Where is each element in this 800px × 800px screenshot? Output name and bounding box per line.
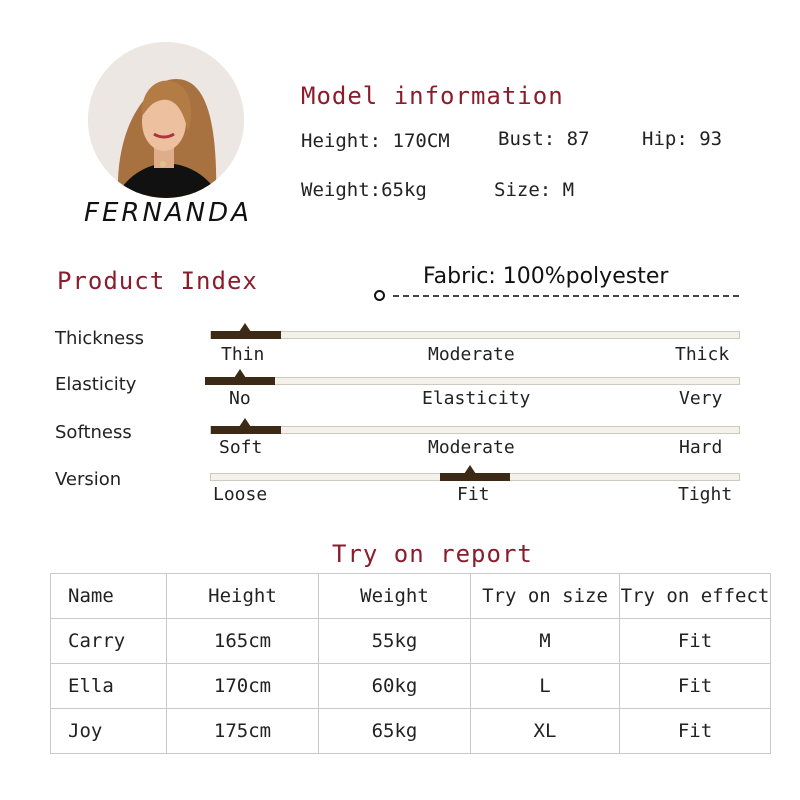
softness-fill [211,426,281,434]
cell-effect: Fit [620,709,771,754]
fabric-divider [393,295,739,297]
softness-middle: Moderate [428,437,515,458]
model-size: Size: M [494,179,575,201]
model-portrait-image [88,42,244,198]
cell-weight: 55kg [319,619,471,664]
version-fill [440,473,510,481]
thickness-left: Thin [221,344,265,365]
cell-size: M [471,619,620,664]
header-weight: Weight [319,574,471,619]
elasticity-fill [205,377,275,385]
cell-name: Carry [51,619,167,664]
cell-name: Ella [51,664,167,709]
product-index-title: Product Index [57,267,258,295]
header-effect: Try on effect [620,574,771,619]
elasticity-pointer-icon [234,369,246,378]
elasticity-right: Very [679,388,723,409]
elasticity-track [210,377,740,385]
model-hip: Hip: 93 [642,128,723,150]
cell-height: 175cm [167,709,319,754]
elasticity-left: No [229,388,251,409]
version-right: Tight [678,484,733,505]
header-height: Height [167,574,319,619]
thickness-fill [211,331,281,339]
cell-effect: Fit [620,664,771,709]
softness-right: Hard [679,437,723,458]
try-on-report-table [50,573,771,754]
cell-size: L [471,664,620,709]
thickness-right: Thick [675,344,730,365]
softness-track [210,426,740,434]
cell-height: 165cm [167,619,319,664]
table-header-row [51,574,771,619]
model-name: FERNANDA [84,198,252,228]
cell-weight: 60kg [319,664,471,709]
model-bust: Bust: 87 [498,128,590,150]
thickness-track [210,331,740,339]
thickness-pointer-icon [239,323,251,332]
table-row [51,619,771,664]
cell-height: 170cm [167,664,319,709]
model-info-title: Model information [301,82,564,110]
version-track [210,473,740,481]
version-middle: Fit [457,484,490,505]
table-row [51,709,771,754]
thickness-middle: Moderate [428,344,515,365]
index-label-thickness: Thickness [55,328,144,349]
fabric-circle-icon [374,290,385,301]
table-row [51,664,771,709]
elasticity-middle: Elasticity [422,388,531,409]
version-pointer-icon [464,465,476,474]
index-label-version: Version [55,469,122,490]
fabric-label: Fabric: 100%polyester [423,264,669,289]
softness-pointer-icon [239,418,251,427]
cell-weight: 65kg [319,709,471,754]
model-avatar [88,42,244,198]
version-left: Loose [213,484,268,505]
index-label-softness: Softness [55,422,132,443]
header-name: Name [51,574,167,619]
cell-name: Joy [51,709,167,754]
cell-size: XL [471,709,620,754]
softness-left: Soft [219,437,263,458]
header-size: Try on size [471,574,620,619]
index-label-elasticity: Elasticity [55,374,137,395]
model-weight: Weight:65kg [301,179,427,201]
model-height: Height: 170CM [301,130,450,152]
report-title: Try on report [332,540,533,568]
cell-effect: Fit [620,619,771,664]
